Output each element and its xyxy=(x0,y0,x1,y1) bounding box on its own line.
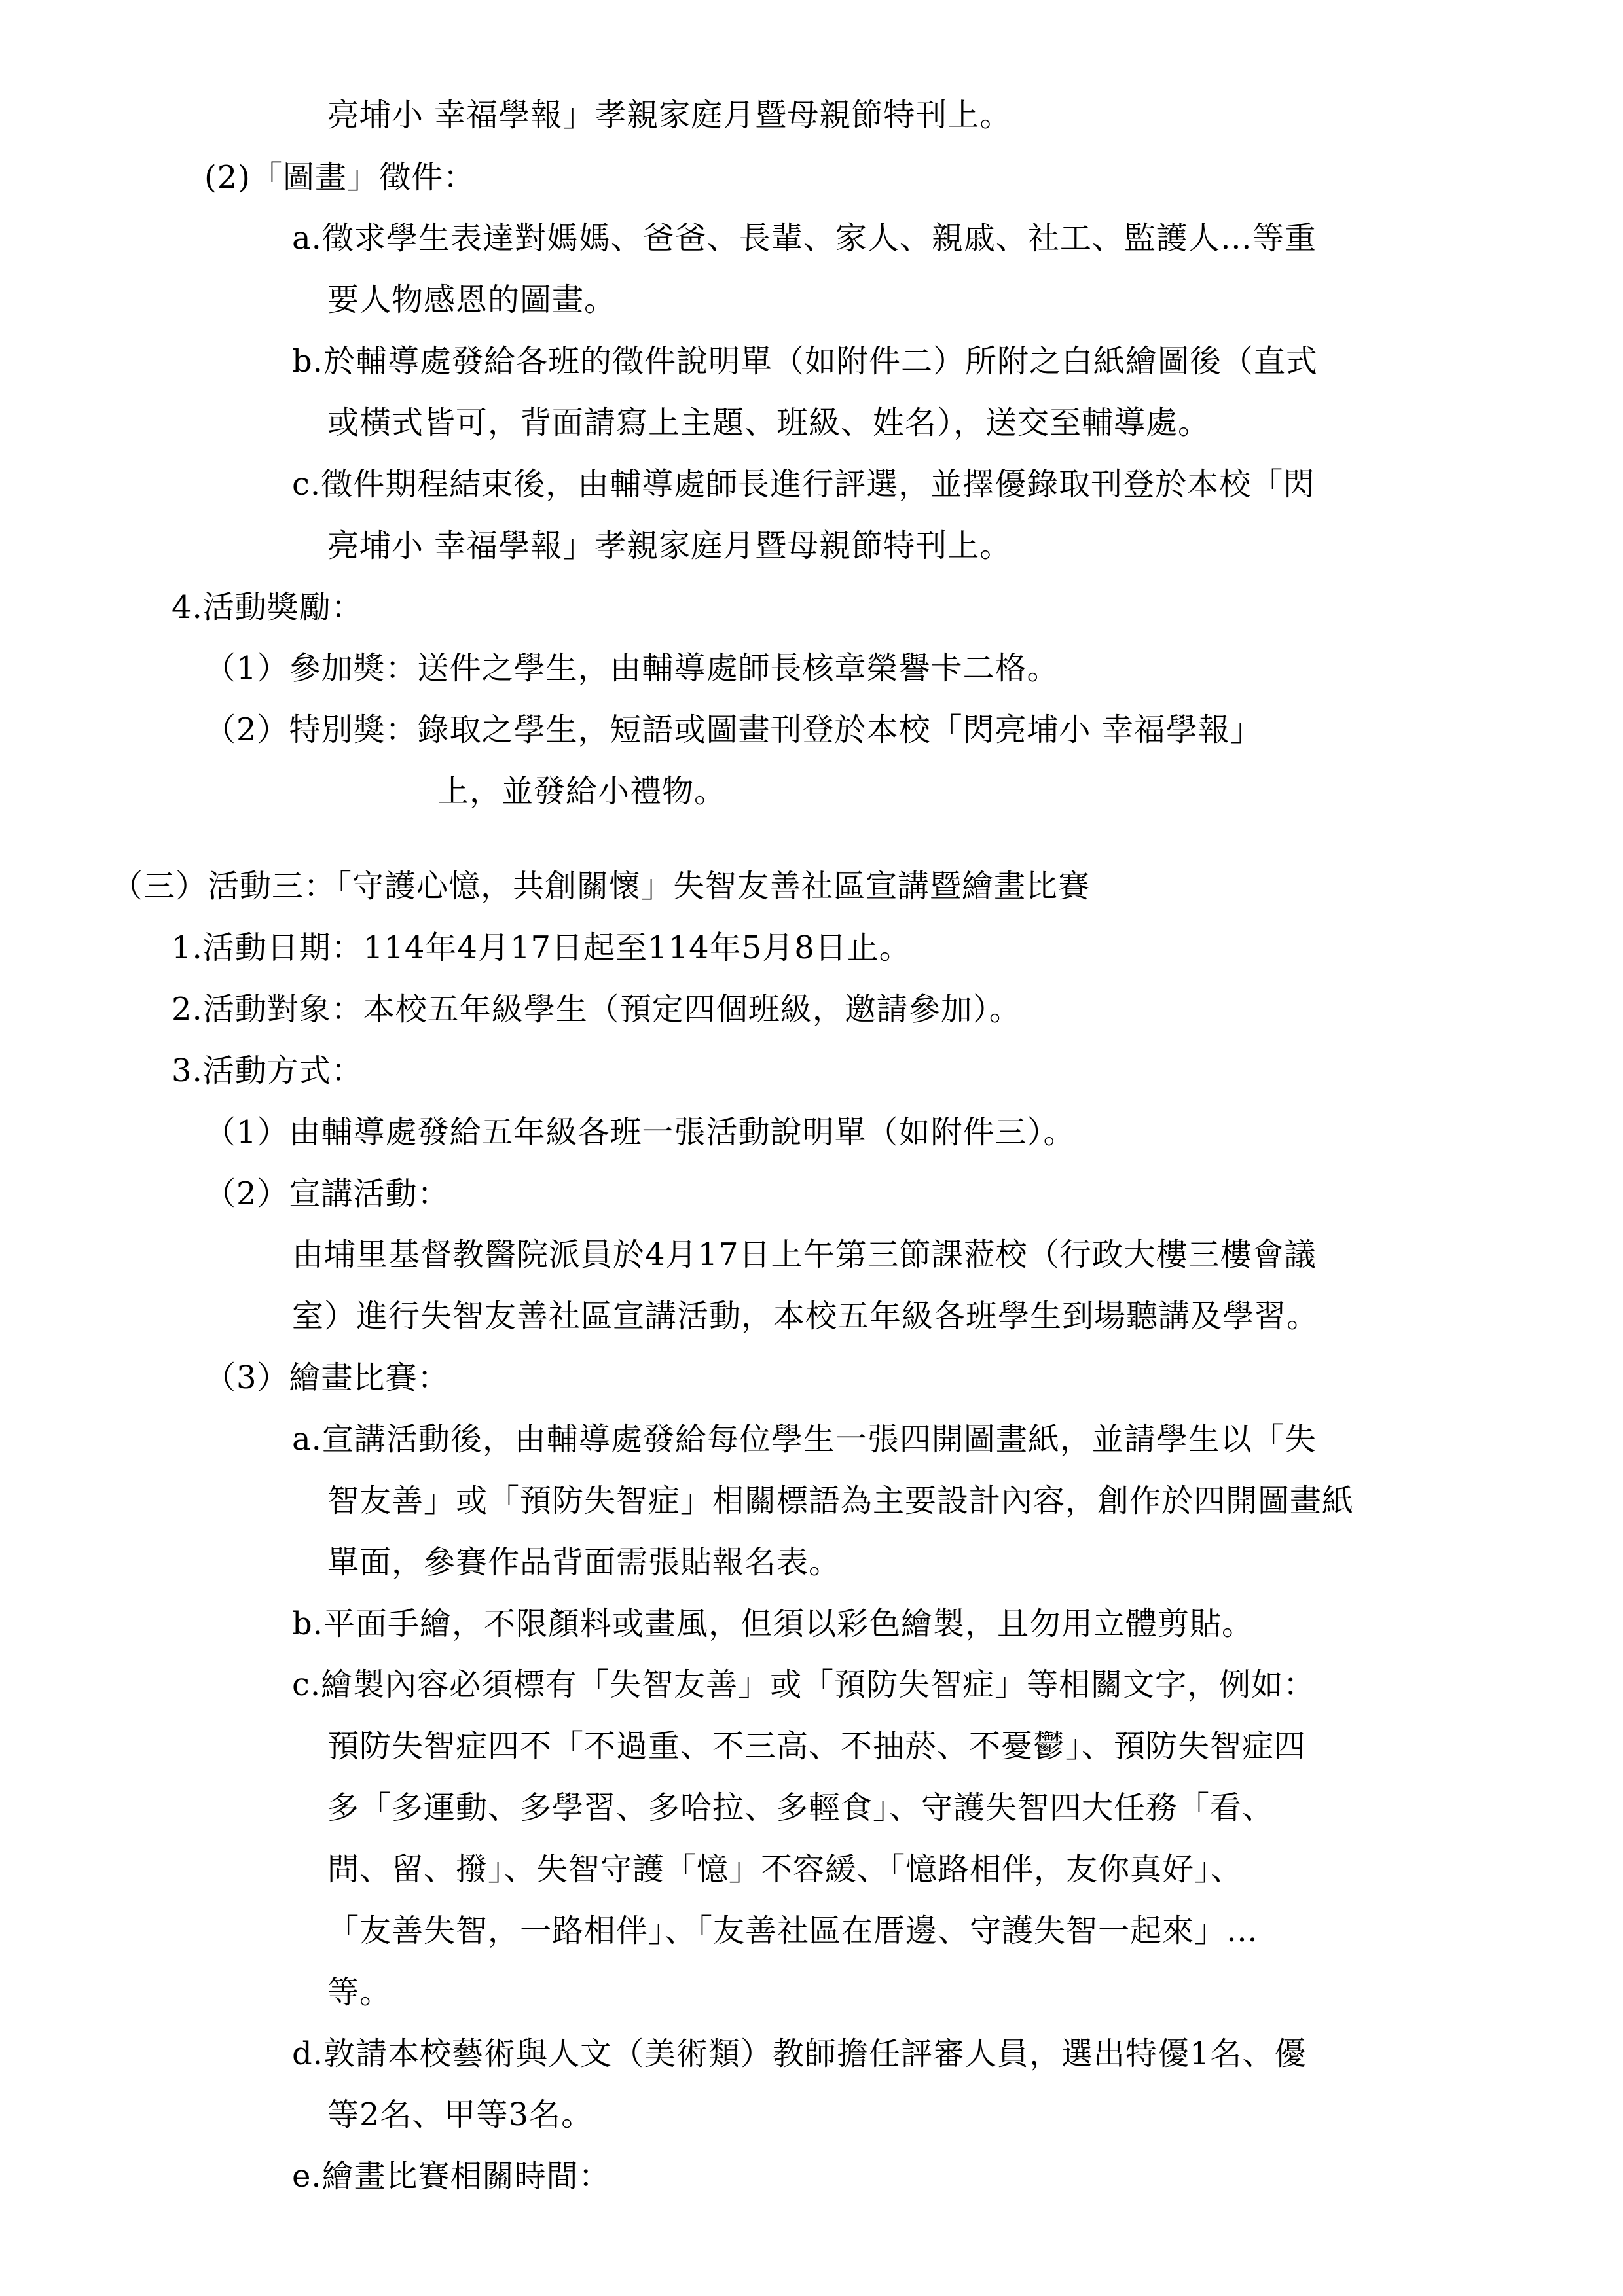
text-line: 上，並發給小禮物。 xyxy=(437,773,727,810)
text-line: a.宣講活動後，由輔導處發給每位學生一張四開圖畫紙，並請學生以「失 xyxy=(292,1421,1317,1458)
text-line: 多「多運動、多學習、多哈拉、多輕食」、守護失智四大任務「看、 xyxy=(327,1789,1275,1826)
text-line: 或橫式皆可，背面請寫上主題、班級、姓名），送交至輔導處。 xyxy=(327,404,1211,441)
text-line: （1）由輔導處發給五年級各班一張活動說明單（如附件三）。 xyxy=(204,1114,1076,1151)
text-line: 1.活動日期：114年4月17日起至114年5月8日止。 xyxy=(172,929,911,966)
text-line: （三）活動三：「守護心憶，共創關懷」失智友善社區宣講暨繪畫比賽 xyxy=(111,868,1091,905)
text-line: 等。 xyxy=(327,1974,392,2011)
text-line: 智友善」或「預防失智症」相關標語為主要設計內容，創作於四開圖畫紙 xyxy=(327,1482,1355,1519)
text-line: 要人物感恩的圖畫。 xyxy=(327,281,617,318)
text-line: e.繪畫比賽相關時間： xyxy=(292,2158,611,2195)
text-line: 由埔里基督教醫院派員於4月17日上午第三節課蒞校（行政大樓三樓會議 xyxy=(292,1236,1317,1273)
text-line: b.於輔導處發給各班的徵件說明單（如附件二）所附之白紙繪圖後（直式 xyxy=(292,343,1318,380)
text-line: d.敦請本校藝術與人文（美術類）教師擔任評審人員，選出特優1名、優 xyxy=(292,2036,1307,2072)
text-line: 單面，參賽作品背面需張貼報名表。 xyxy=(327,1544,841,1581)
text-line: （2）宣講活動： xyxy=(204,1175,450,1212)
text-line: 亮埔小 幸福學報」孝親家庭月暨母親節特刊上。 xyxy=(327,528,1012,564)
text-line: b.平面手繪，不限顏料或畫風，但須以彩色繪製，且勿用立體剪貼。 xyxy=(292,1605,1254,1642)
text-line: c.繪製內容必須標有「失智友善」或「預防失智症」等相關文字，例如： xyxy=(292,1666,1316,1703)
text-line: 等2名、甲等3名。 xyxy=(327,2096,594,2133)
text-line: （3）繪畫比賽： xyxy=(204,1359,450,1396)
text-line: 問、留、撥」、失智守護「憶」不容緩、「憶路相伴，友你真好」、 xyxy=(327,1851,1243,1888)
text-line: （2）特別獎：錄取之學生，短語或圖畫刊登於本校「閃亮埔小 幸福學報」 xyxy=(204,711,1262,748)
text-line: 預防失智症四不「不過重、不三高、不抽菸、不憂鬱」、預防失智症四 xyxy=(327,1728,1307,1765)
text-line: 室）進行失智友善社區宣講活動，本校五年級各班學生到場聽講及學習。 xyxy=(292,1298,1319,1335)
text-line: 「友善失智，一路相伴」、「友善社區在厝邊、守護失智一起來」… xyxy=(327,1912,1259,1949)
text-line: 亮埔小 幸福學報」孝親家庭月暨母親節特刊上。 xyxy=(327,97,1012,134)
text-line: 3.活動方式： xyxy=(172,1052,363,1089)
text-line: （1）參加獎：送件之學生，由輔導處師長核章榮譽卡二格。 xyxy=(204,650,1059,687)
text-line: 2.活動對象：本校五年級學生（預定四個班級，邀請參加）。 xyxy=(172,991,1021,1028)
text-line: (2)「圖畫」徵件： xyxy=(204,159,475,196)
text-line: 4.活動獎勵： xyxy=(172,589,363,626)
text-line: c.徵件期程結束後，由輔導處師長進行評選，並擇優錄取刊登於本校「閃 xyxy=(292,466,1316,503)
text-line: a.徵求學生表達對媽媽、爸爸、長輩、家人、親戚、社工、監護人…等重 xyxy=(292,220,1317,257)
